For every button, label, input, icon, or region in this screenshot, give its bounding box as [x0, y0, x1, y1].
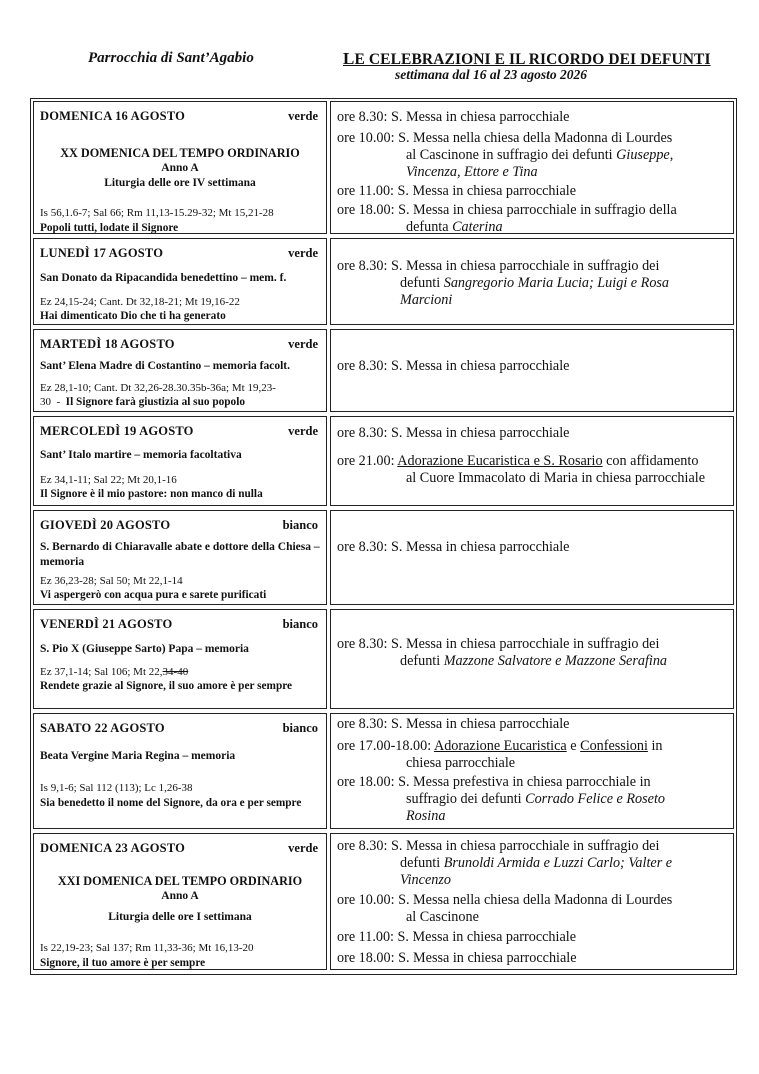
page-title-initial: L — [343, 49, 355, 68]
mass-entry: ore 10.00: S. Messa nella chiesa della Madonna di Lourdes al Cascinone in suffragio dei defunti Giuseppe, Vincenza, Ettore e Tina — [337, 130, 674, 180]
readings-continued: 30 - Il Signore farà giustizia al suo popolo — [40, 396, 245, 408]
celebration-title: XX DOMENICA DEL TEMPO ORDINARIO — [60, 146, 300, 160]
motto: Rendete grazie al Signore, il suo amore è per sempre — [40, 680, 293, 692]
mass-entry: ore 8.30: S. Messa in chiesa parrocchiale — [337, 539, 570, 555]
mass-entry: ore 8.30: S. Messa in chiesa parrocchiale — [337, 716, 570, 732]
mass-entry: ore 8.30: S. Messa in chiesa parrocchiale — [337, 425, 570, 441]
masses-cell — [330, 329, 734, 412]
saint: S. Bernardo di Chiaravalle abate e dottore della Chiesa – memoria — [40, 541, 320, 568]
day-row — [33, 609, 734, 709]
masses-cell — [330, 510, 734, 605]
day-label: LUNEDÌ 17 AGOSTO — [40, 246, 164, 260]
liturgy-cell — [33, 101, 327, 234]
mass-entry: ore 8.30: S. Messa in chiesa parrocchiale in suffragio dei defunti Sangregorio Maria Lucia; Luigi e Rosa Marcioni — [337, 258, 670, 308]
parish-name: Parrocchia di Sant’Agabio — [88, 50, 254, 66]
liturgical-color: bianco — [282, 617, 318, 631]
liturgy-cell — [33, 833, 327, 970]
readings: Is 22,19-23; Sal 137; Rm 11,33-36; Mt 16,13-20 — [40, 942, 254, 954]
day-row — [33, 510, 734, 605]
masses-cell — [330, 238, 734, 325]
motto: Hai dimenticato Dio che ti ha generato — [40, 310, 226, 322]
masses-cell — [330, 833, 734, 970]
day-row — [33, 713, 734, 829]
day-label: SABATO 22 AGOSTO — [40, 721, 165, 735]
liturgical-color: bianco — [282, 518, 318, 532]
day-row — [33, 329, 734, 412]
day-label: MERCOLEDÌ 19 AGOSTO — [40, 424, 194, 438]
mass-entry: ore 8.30: S. Messa in chiesa parrocchiale in suffragio dei defunti Brunoldi Armida e Luzzi Carlo; Valter e Vincenzo — [337, 838, 673, 888]
motto: Il Signore è il mio pastore: non manco di nulla — [40, 488, 263, 500]
celebration-year: Anno A — [161, 162, 199, 174]
saint: S. Pio X (Giuseppe Sarto) Papa – memoria — [40, 643, 249, 655]
motto: Signore, il tuo amore è per sempre — [40, 957, 206, 969]
readings: Ez 37,1-14; Sal 106; Mt 22,34-40 — [40, 666, 189, 678]
liturgical-color: bianco — [282, 721, 318, 735]
mass-entry: ore 17.00-18.00: Adorazione Eucaristica e Confessioni in chiesa parrocchiale — [337, 738, 663, 771]
masses-cell — [330, 609, 734, 709]
masses-cell — [330, 713, 734, 829]
motto: Popoli tutti, lodate il Signore — [40, 222, 179, 234]
day-label: DOMENICA 16 AGOSTO — [40, 109, 186, 123]
readings: Ez 28,1-10; Cant. Dt 32,26-28.30.35b-36a; Mt 19,23- — [40, 382, 276, 394]
liturgical-color: verde — [288, 337, 318, 351]
day-label: GIOVEDÌ 20 AGOSTO — [40, 518, 171, 532]
motto: Vi aspergerò con acqua pura e sarete purificati — [40, 589, 267, 601]
mass-entry: ore 8.30: S. Messa in chiesa parrocchiale — [337, 109, 570, 125]
celebration-liturgy: Liturgia delle ore I settimana — [108, 911, 252, 923]
readings: Ez 34,1-11; Sal 22; Mt 20,1-16 — [40, 474, 177, 486]
masses-cell — [330, 101, 734, 234]
saint: San Donato da Ripacandida benedettino – mem. f. — [40, 272, 287, 284]
liturgical-color: verde — [288, 109, 318, 123]
mass-entry: ore 8.30: S. Messa in chiesa parrocchiale in suffragio dei defunti Mazzone Salvatore e Mazzone Serafina — [337, 636, 668, 669]
mass-entry: ore 18.00: S. Messa in chiesa parrocchiale in suffragio della defunta Caterina — [337, 202, 677, 235]
liturgical-color: verde — [288, 424, 318, 438]
day-label: VENERDÌ 21 AGOSTO — [40, 617, 173, 631]
celebration-year: Anno A — [161, 890, 199, 902]
day-label: DOMENICA 23 AGOSTO — [40, 841, 186, 855]
day-row — [33, 416, 734, 506]
liturgy-cell — [33, 238, 327, 325]
liturgy-cell — [33, 609, 327, 709]
motto: Sia benedetto il nome del Signore, da ora e per sempre — [40, 797, 302, 809]
readings: Ez 24,15-24; Cant. Dt 32,18-21; Mt 19,16-22 — [40, 296, 240, 308]
page-title-rest: E CELEBRAZIONI E IL RICORDO DEI DEFUNTI — [354, 51, 711, 68]
saint: Beata Vergine Maria Regina – memoria — [40, 750, 236, 762]
schedule-table — [30, 98, 737, 975]
page-subtitle: settimana dal 16 al 23 agosto 2026 — [395, 67, 588, 82]
liturgy-cell — [33, 713, 327, 829]
celebration-liturgy: Liturgia delle ore IV settimana — [104, 177, 256, 189]
liturgy-cell — [33, 329, 327, 412]
motto: Il Signore farà giustizia al suo popolo — [65, 396, 245, 408]
mass-entry: ore 18.00: S. Messa prefestiva in chiesa parrocchiale in suffragio dei defunti Corrado Felice e Roseto Rosina — [337, 774, 665, 824]
mass-entry: ore 21.00: Adorazione Eucaristica e S. Rosario con affidamento al Cuore Immacolato di Maria in chiesa parrocchiale — [337, 453, 705, 486]
page-title — [343, 49, 711, 69]
mass-entry: ore 11.00: S. Messa in chiesa parrocchiale — [337, 183, 577, 199]
saint: Sant’ Italo martire – memoria facoltativa — [40, 449, 242, 461]
day-row — [33, 101, 734, 234]
day-row — [33, 833, 734, 970]
masses-cell — [330, 416, 734, 506]
liturgical-color: verde — [288, 246, 318, 260]
day-label: MARTEDÌ 18 AGOSTO — [40, 337, 175, 351]
celebration-title: XXI DOMENICA DEL TEMPO ORDINARIO — [57, 874, 303, 888]
liturgy-cell — [33, 416, 327, 506]
mass-entry: ore 10.00: S. Messa nella chiesa della Madonna di Lourdes al Cascinone — [337, 892, 673, 925]
saint: Sant’ Elena Madre di Costantino – memoria facolt. — [40, 360, 291, 372]
liturgy-cell — [33, 510, 327, 605]
readings: Ez 36,23-28; Sal 50; Mt 22,1-14 — [40, 575, 183, 587]
readings: Is 9,1-6; Sal 112 (113); Lc 1,26-38 — [40, 782, 193, 794]
mass-entry: ore 11.00: S. Messa in chiesa parrocchiale — [337, 929, 577, 945]
mass-entry: ore 18.00: S. Messa in chiesa parrocchiale — [337, 950, 577, 966]
mass-entry: ore 8.30: S. Messa in chiesa parrocchiale — [337, 358, 570, 374]
day-row — [33, 238, 734, 325]
liturgical-color: verde — [288, 841, 318, 855]
readings: Is 56,1.6-7; Sal 66; Rm 11,13-15.29-32; Mt 15,21-28 — [40, 207, 274, 219]
